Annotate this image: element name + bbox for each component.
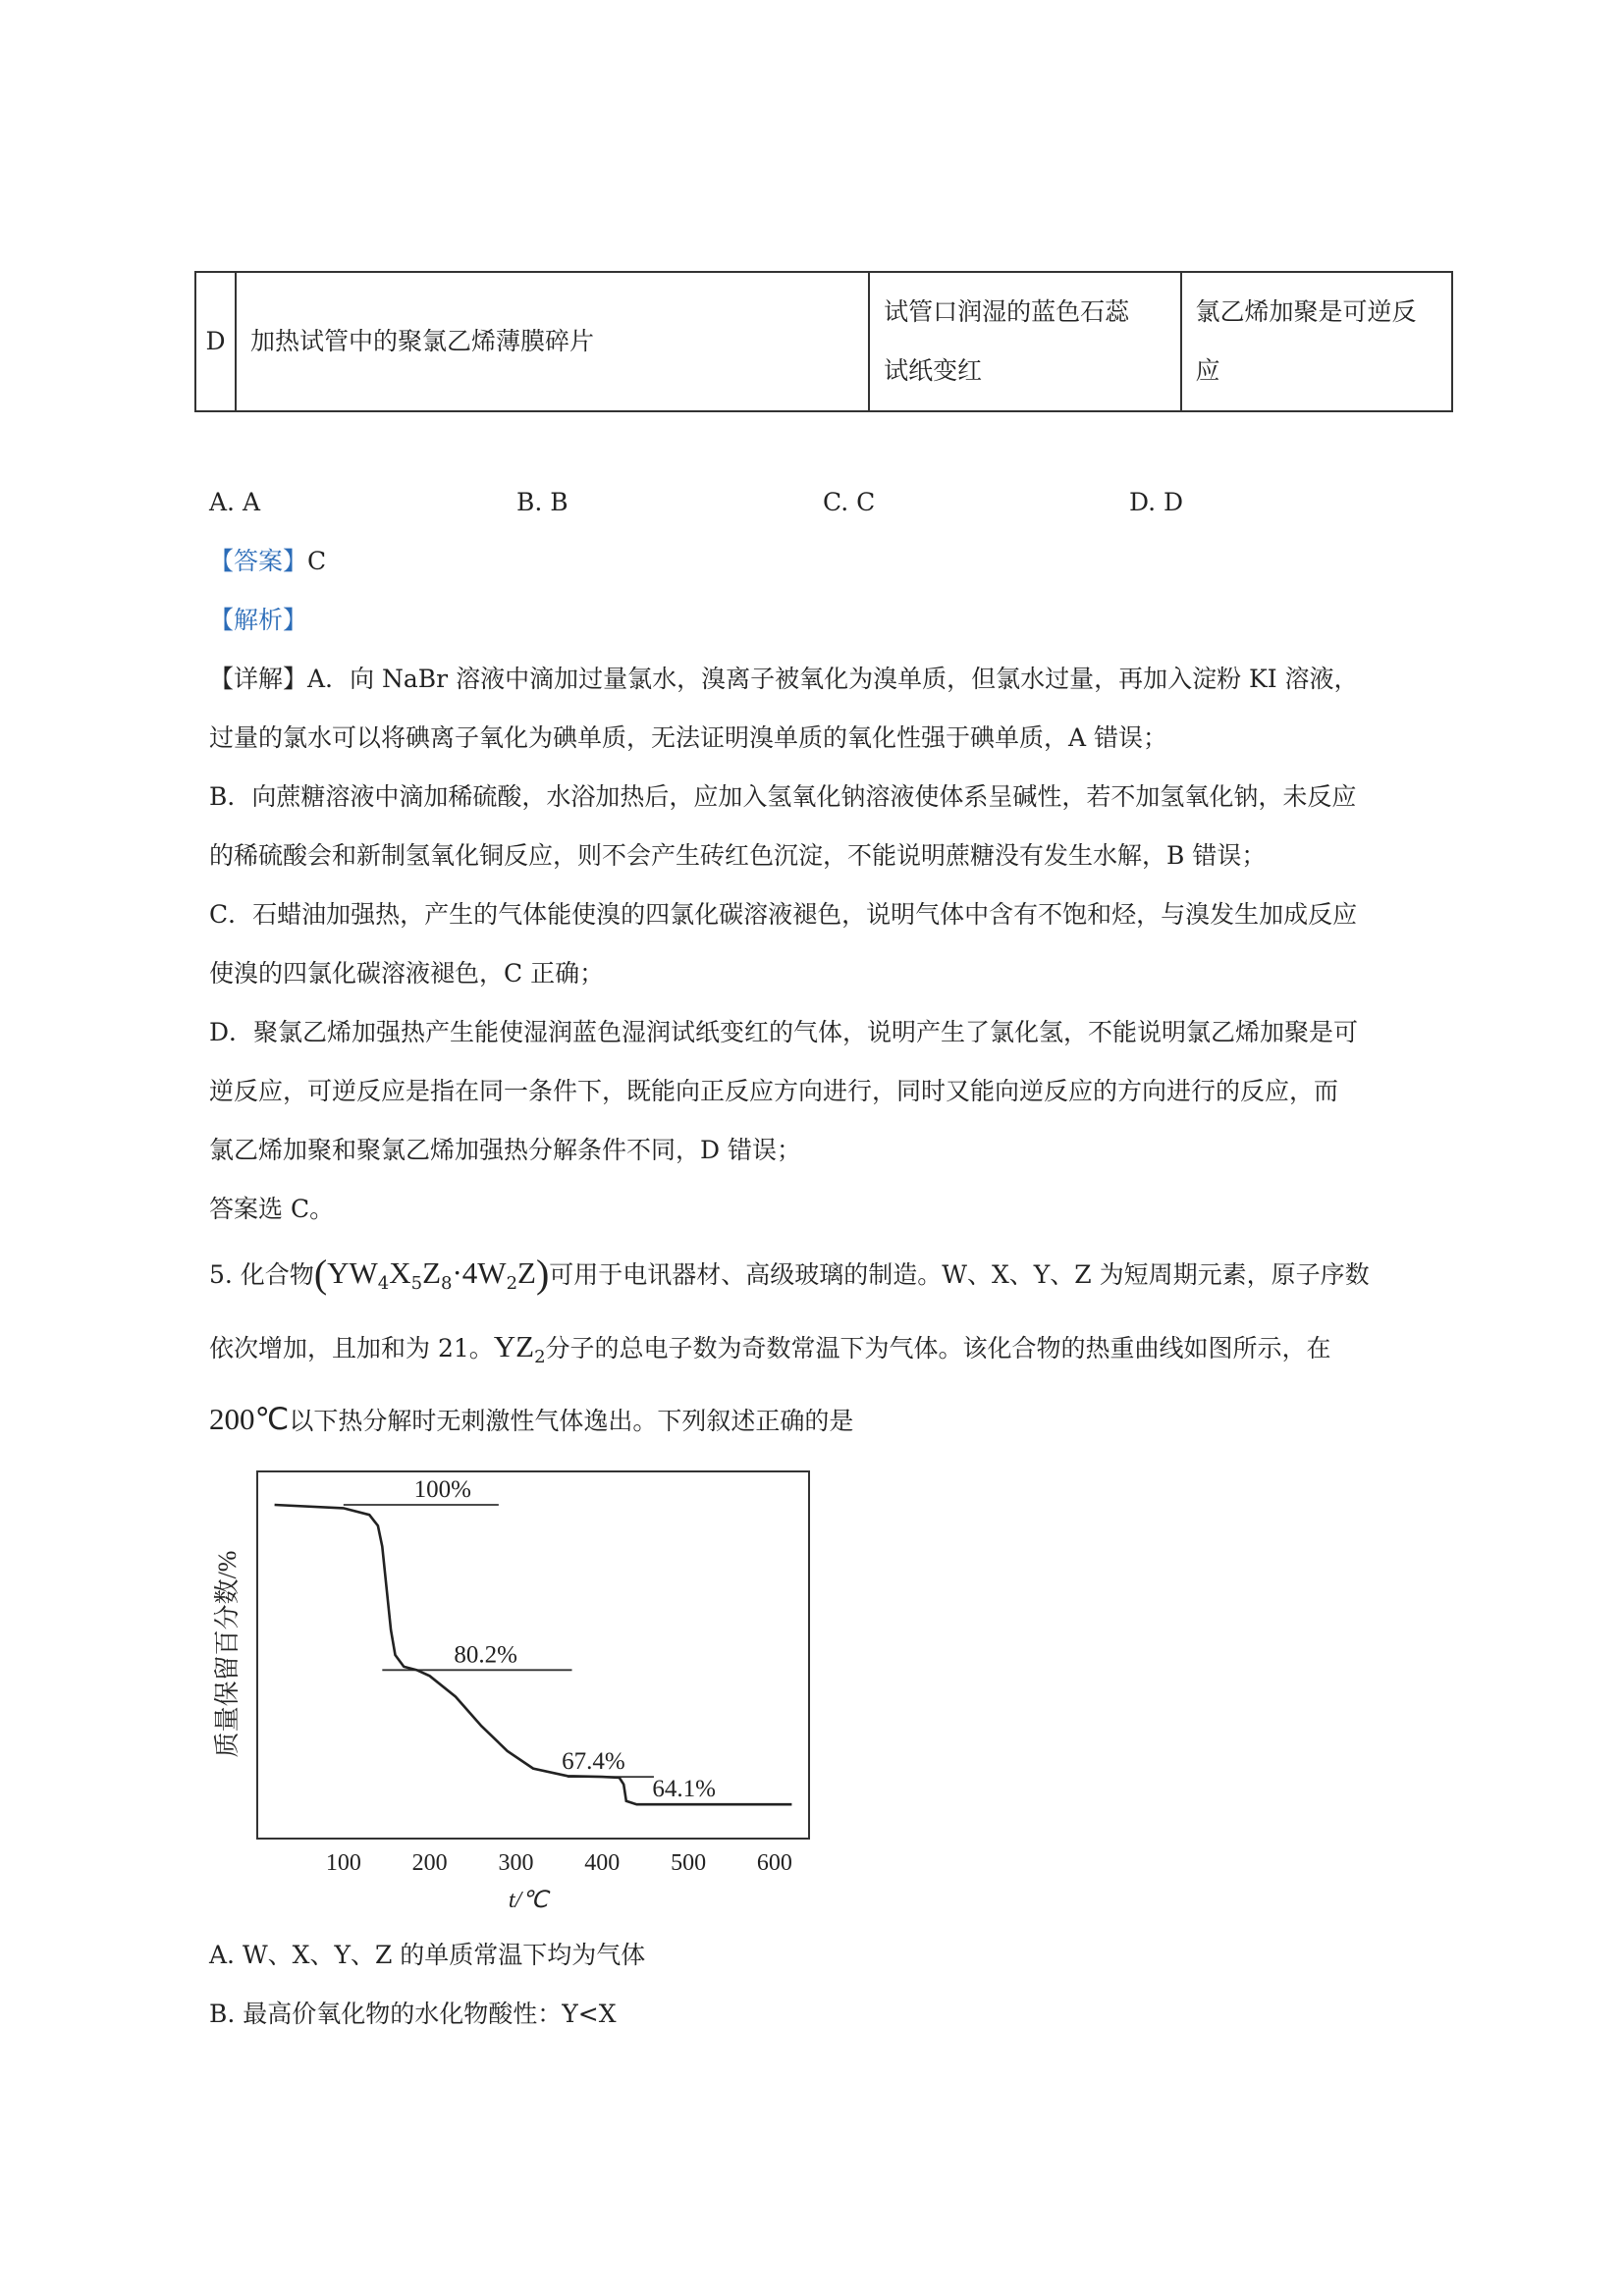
row-label: D (195, 272, 236, 411)
x-axis-label: t/℃ (508, 1888, 549, 1913)
q5-line1: 5. 化合物$(YW_4X_5Z_8\cdot 4W_2Z)$可用于电讯器材、高级玻璃的制造。W、X、Y、Z 为短周期元素，原子序数 (209, 1252, 1370, 1296)
explanation-line-6: D．聚氯乙烯加强热产生能使湿润蓝色湿润试纸变红的气体，说明产生了氯化氢，不能说明氯乙烯加聚是可 (209, 1018, 1359, 1046)
choice-c: C. C (823, 488, 876, 516)
x-tick-label: 200 (411, 1850, 448, 1876)
q5-line3: 200℃以下热分解时无刺激性气体逸出。下列叙述正确的是 (209, 1402, 854, 1436)
x-tick-label: 500 (671, 1850, 707, 1876)
q5-choice-b: B. 最高价氧化物的水化物酸性：Y<X (209, 2000, 617, 2028)
conclusion-line1: 氯乙烯加聚是可逆反 (1195, 297, 1417, 326)
x-tick-label: 400 (584, 1850, 621, 1876)
mass-curve (275, 1505, 792, 1804)
explanation-line-8: 氯乙烯加聚和聚氯乙烯加强热分解条件不同，D 错误； (209, 1136, 801, 1164)
operation-cell: 加热试管中的聚氯乙烯薄膜碎片 (236, 272, 869, 411)
conclusion-cell (1181, 272, 1453, 411)
explanation-line-7: 逆反应，可逆反应是指在同一条件下，既能向正反应方向进行，同时又能向逆反应的方向进行的反应，而 (209, 1077, 1339, 1105)
detail-tag: 【详解】 (209, 665, 308, 693)
x-tick-label: 100 (325, 1850, 361, 1876)
plot-frame (257, 1471, 809, 1839)
q5-choice-a: A. W、X、Y、Z 的单质常温下均为气体 (209, 1941, 646, 1969)
choice-d: D. D (1129, 488, 1184, 516)
x-tick-label: 600 (756, 1850, 792, 1876)
q5-number: 5. 化合物 (209, 1260, 314, 1289)
choice-b: B. B (516, 488, 568, 516)
table-row (195, 272, 1452, 411)
phenomenon-line1: 试管口润湿的蓝色石蕊 (884, 297, 1130, 326)
y-axis-label: 质量保留百分数/% (213, 1550, 242, 1758)
choice-a: A. A (209, 488, 261, 516)
explanation-line-5: 使溴的四氯化碳溶液褪色，C 正确； (209, 959, 605, 988)
answer-value: C (307, 547, 327, 575)
explanation-line-3: 的稀硫酸会和新制氢氧化铜反应，则不会产生砖红色沉淀，不能说明蔗糖没有发生水解，B 错误； (209, 841, 1267, 870)
answer-line (209, 544, 326, 579)
phenomenon-cell (869, 272, 1180, 411)
options-table (194, 271, 1453, 412)
q5-line2: 依次增加，且加和为 21。$YZ_2$分子的总电子数为奇数常温下为气体。该化合物的热重曲线如图所示，在 (209, 1329, 1331, 1367)
x-tick-label: 300 (498, 1850, 534, 1876)
annotation-label: 100% (413, 1476, 471, 1503)
explanation-line-4: C．石蜡油加强热，产生的气体能使溴的四氯化碳溶液褪色，说明气体中含有不饱和烃，与溴发生加成反应 (209, 900, 1358, 929)
annotation-label: 64.1% (652, 1776, 716, 1803)
annotation-label: 67.4% (562, 1748, 625, 1776)
analysis-tag: 【解析】 (209, 606, 308, 634)
answer-tag: 【答案】 (209, 547, 308, 575)
conclusion-line2: 应 (1195, 356, 1220, 385)
explanation-line-2: B．向蔗糖溶液中滴加稀硫酸，水浴加热后，应加入氢氧化钠溶液使体系呈碱性，若不加氢氧化钠，未反应 (209, 782, 1357, 811)
explanation-line-0: 【详解】A．向 NaBr 溶液中滴加过量氯水，溴离子被氧化为溴单质，但氯水过量，再加入淀粉 KI 溶液， (209, 665, 1359, 693)
phenomenon-line2: 试纸变红 (884, 356, 983, 385)
explanation-line-1: 过量的氯水可以将碘离子氧化为碘单质，无法证明溴单质的氧化性强于碘单质，A 错误； (209, 723, 1168, 752)
thermogravimetric-chart (196, 1458, 835, 1919)
explanation-line-9: 答案选 C。 (209, 1195, 335, 1223)
annotation-label: 80.2% (454, 1641, 517, 1669)
